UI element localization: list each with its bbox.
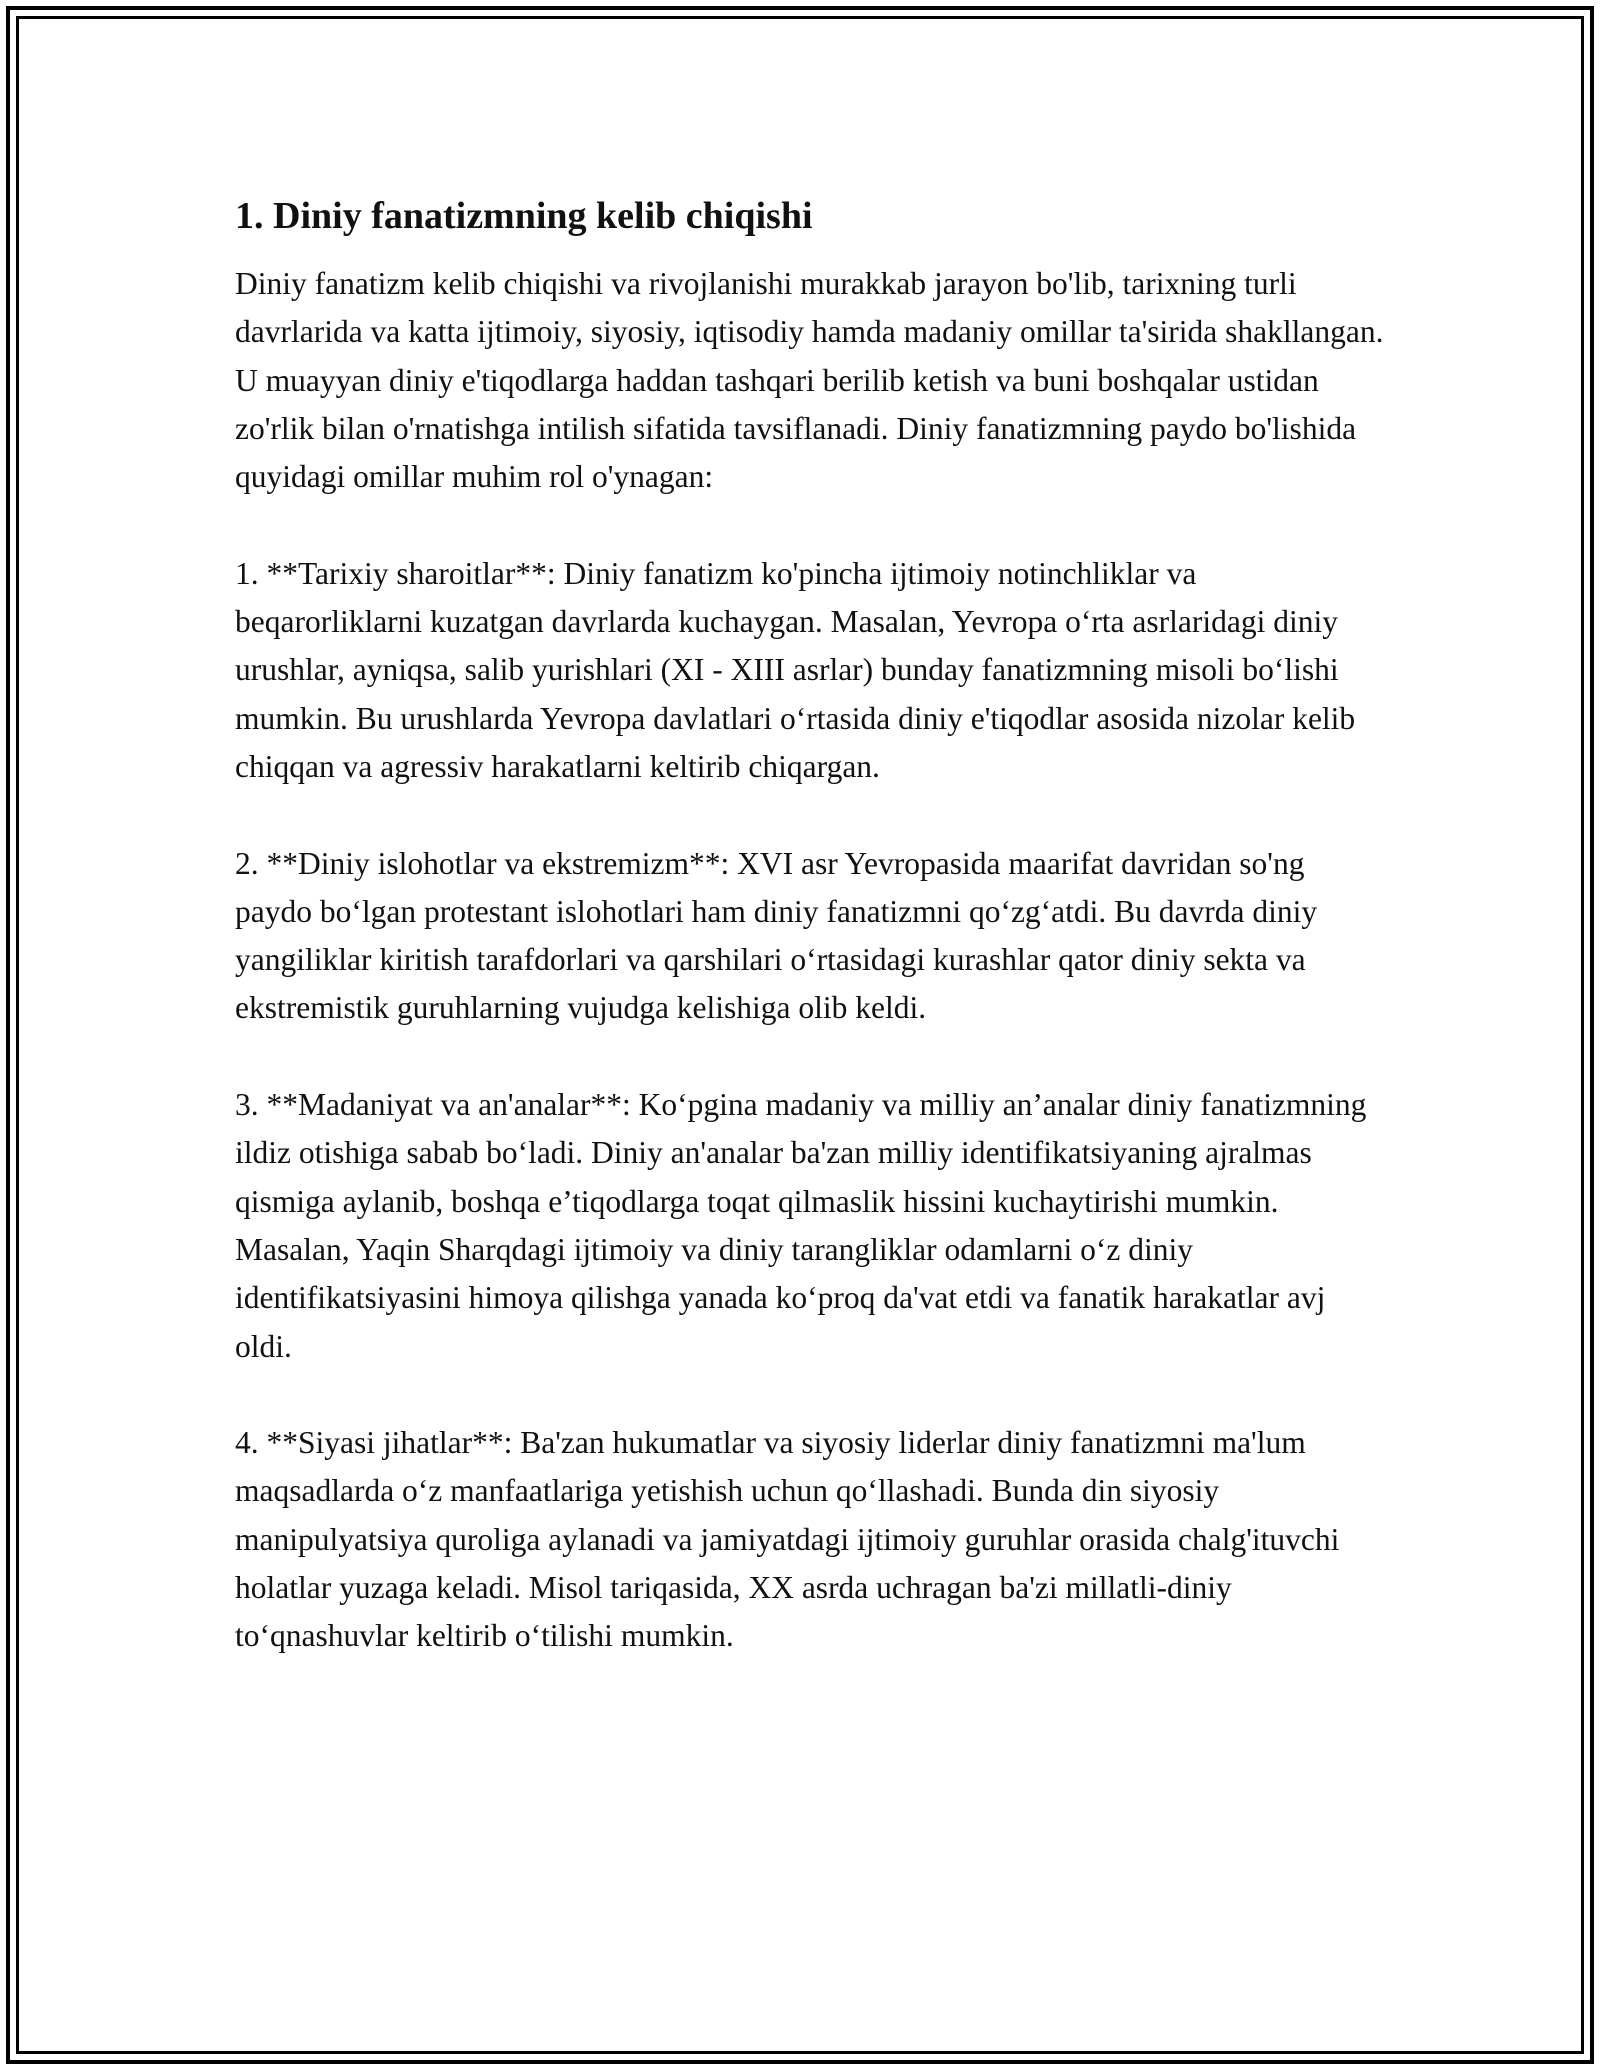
document-body xyxy=(235,190,1385,1661)
intro-paragraph: Diniy fanatizm kelib chiqishi va rivojlanishi murakkab jarayon bo'lib, tarixning turli davrlarida va katta ijtimoiy, siyosiy, iqtisodiy hamda madaniy omillar ta'sirida shakllangan. U muayyan diniy e'tiqodlarga haddan tashqari berilib ketish va buni boshqalar ustidan zo'rlik bilan o'rnatishga intilish sifatida tavsiflanadi. Diniy fanatizmning paydo bo'lishida quyidagi omillar muhim rol o'ynagan: xyxy=(235,266,1384,495)
factor-political-paragraph: 4. **Siyasi jihatlar**: Ba'zan hukumatlar va siyosiy liderlar diniy fanatizmni ma'lum maqsadlarda o‘z manfaatlariga yetishish uchun qo‘llashadi. Bunda din siyosiy manipulyatsiya quroliga aylanadi va jamiyatdagi ijtimoiy guruhlar orasida chalg'ituvchi holatlar yuzaga keladi. Misol tariqasida, XX asrda uchragan ba'zi millatli-diniy to‘qnashuvlar keltirib o‘tilishi mumkin. xyxy=(235,1425,1340,1654)
factor-culture-paragraph: 3. **Madaniyat va an'analar**: Ko‘pgina madaniy va milliy an’analar diniy fanatizmning ildiz otishiga sabab bo‘ladi. Diniy an'analar ba'zan milliy identifikatsiyaning ajralmas qismiga aylanib, boshqa e’tiqodlarga toqat qilmaslik hissini kuchaytirishi mumkin. Masalan, Yaqin Sharqdagi ijtimoiy va diniy tarangliklar odamlarni o‘z diniy identifikatsiyasini himoya qilishga yanada ko‘proq da'vat etdi va fanatik harakatlar avj oldi. xyxy=(235,1087,1367,1364)
factor-reforms-paragraph: 2. **Diniy islohotlar va ekstremizm**: XVI asr Yevropasida maarifat davridan so'ng paydo bo‘lgan protestant islohotlari ham diniy fanatizmni qo‘zg‘atdi. Bu davrda diniy yangiliklar kiritish tarafdorlari va qarshilari o‘rtasidagi kurashlar qator diniy sekta va ekstremistik guruhlarning vujudga kelishiga olib keldi. xyxy=(235,845,1318,1026)
section-heading: 1. Diniy fanatizmning kelib chiqishi xyxy=(235,195,813,237)
factor-historical-paragraph: 1. **Tarixiy sharoitlar**: Diniy fanatizm ko'pincha ijtimoiy notinchliklar va beqarorliklarni kuzatgan davrlarda kuchaygan. Masalan, Yevropa o‘rta asrlaridagi diniy urushlar, ayniqsa, salib yurishlari (XI - XIII asrlar) bunday fanatizmning misoli bo‘lishi mumkin. Bu urushlarda Yevropa davlatlari o‘rtasida diniy e'tiqodlar asosida nizolar kelib chiqqan va agressiv harakatlarni keltirib chiqargan. xyxy=(235,555,1356,784)
